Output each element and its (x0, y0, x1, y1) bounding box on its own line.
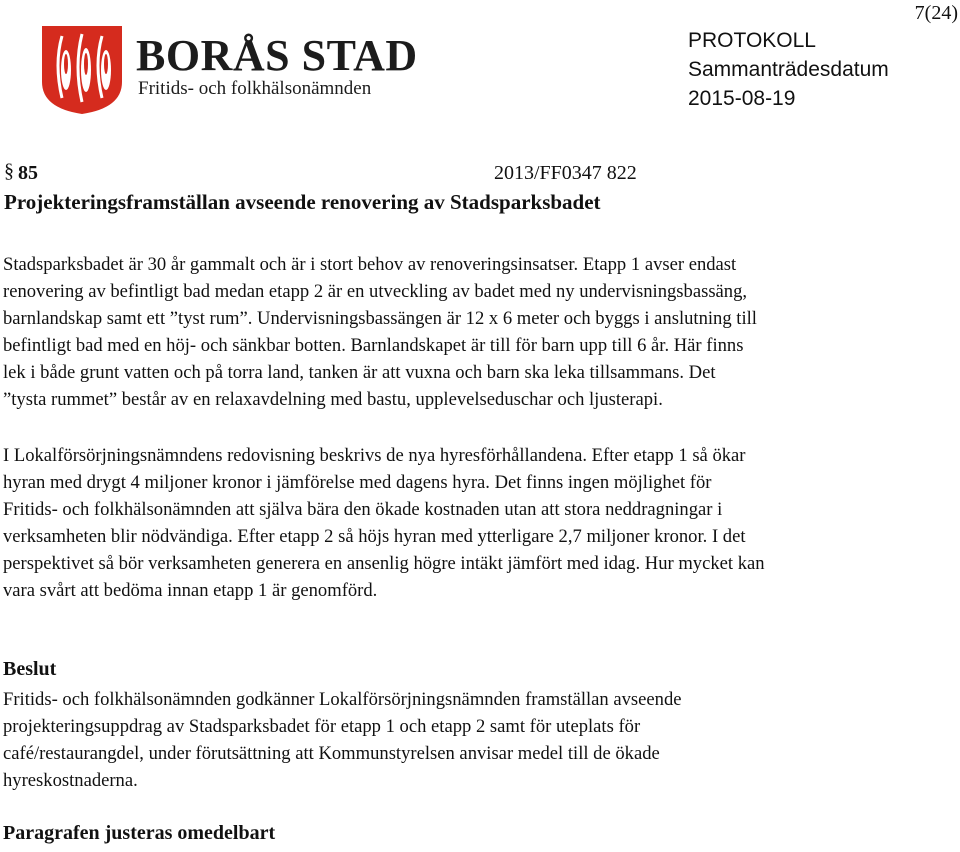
text-line: I Lokalförsörjningsnämndens redovisning beskrivs de nya hyresförhållandena. Efter etapp 1 så ökar (3, 445, 746, 466)
meeting-date-label: Sammanträdesdatum (688, 58, 889, 81)
adjustment-heading: Paragrafen justeras omedelbart (3, 822, 276, 844)
logo-board-name: Fritids- och folkhälsonämnden (138, 78, 372, 99)
text-line: vara svårt att bedöma innan etapp 1 är genomförd. (3, 580, 378, 601)
boras-stad-logo (40, 24, 418, 116)
logo-city-name: BORÅS STAD (136, 31, 418, 80)
text-line: lek i både grunt vatten och på torra land, tanken är att vuxna och barn ska leka tillsammans. Det (3, 362, 716, 383)
text-line: Fritids- och folkhälsonämnden godkänner Lokalförsörjningsnämnden framställan avseende (3, 689, 682, 710)
text-line: perspektivet så bör verksamheten generera en ansenlig högre intäkt jämfört med idag. Hur mycket kan (3, 553, 765, 574)
text-line: befintligt bad med en höj- och sänkbar botten. Barnlandskapet är till för barn upp till 6 år. Här finns (3, 335, 744, 356)
text-line: Stadsparksbadet är 30 år gammalt och är i stort behov av renoveringsinsatser. Etapp 1 avser endast (3, 254, 737, 275)
text-line: barnlandskap samt ett ”tyst rum”. Undervisningsbassängen är 12 x 6 meter och byggs i anslutning till (3, 308, 757, 329)
text-line: verksamheten blir nödvändiga. Efter etapp 2 så höjs hyran med ytterligare 2,7 miljoner kronor. I det (3, 526, 746, 547)
meeting-date: 2015-08-19 (688, 87, 796, 110)
text-line: hyreskostnaderna. (3, 770, 138, 791)
text-line: projekteringsuppdrag av Stadsparksbadet för etapp 1 och etapp 2 samt för uteplats för (3, 716, 641, 737)
protocol-header (688, 26, 889, 113)
text-line: renovering av befintligt bad medan etapp 2 är en utveckling av badet med ny undervisningsbassäng, (3, 281, 748, 302)
body-paragraph-2 (3, 442, 957, 604)
section-sign: § (4, 160, 14, 182)
case-number: 2013/FF0347 822 (494, 162, 637, 184)
text-line: café/restaurangdel, under förutsättning att Kommunstyrelsen anvisar medel till de ökade (3, 743, 660, 764)
text-line: ”tysta rummet” består av en relaxavdelning med bastu, upplevelseduschar och ljusterapi. (3, 389, 663, 410)
decision-paragraph (3, 686, 957, 794)
protocol-label: PROTOKOLL (688, 29, 816, 52)
page-number: 7(24) (914, 2, 958, 24)
section-title: Projekteringsframställan avseende renovering av Stadsparksbadet (4, 190, 601, 214)
paragraph-number: 85 (18, 162, 38, 184)
text-line: Fritids- och folkhälsonämnden att själva bära den ökade kostnaden utan att stora neddragningar i (3, 499, 723, 520)
body-paragraph-1 (3, 251, 957, 413)
decision-heading: Beslut (3, 658, 57, 680)
text-line: hyran med drygt 4 miljoner kronor i jämförelse med dagens hyra. Det finns ingen möjlighet för (3, 472, 712, 493)
coat-of-arms-icon (40, 24, 124, 116)
